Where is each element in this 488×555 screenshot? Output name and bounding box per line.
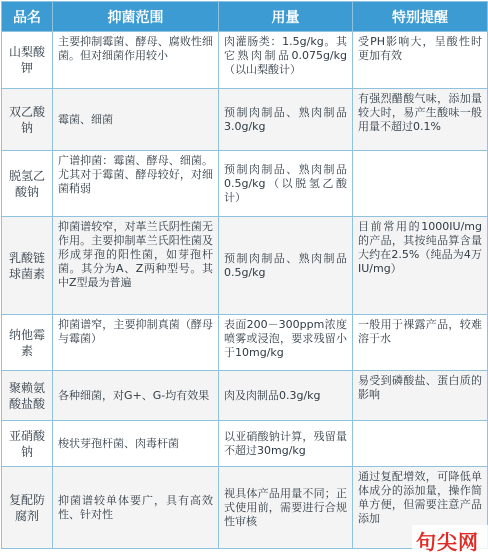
row-name: 亚硝酸钠 [2, 421, 53, 467]
row-range: 霉菌、细菌 [53, 89, 219, 151]
row-range: 抑菌谱较窄，对革兰氏阴性菌无作用。主要抑制革兰氏阳性菌及形成芽孢的阳性菌，如芽孢杆菌。其分为A、Z两种型号。其中Z型最为普遍 [53, 217, 219, 315]
row-note: 目前常用的1000IU/mg的产品，其按纯品算含量大约在2.5%（纯品为4万IU/mg） [353, 217, 488, 315]
row-name: 复配防腐剂 [2, 467, 53, 549]
row-dosage: 肉灌肠类：1.5g/kg。其它熟肉制品0.075g/kg（以山梨酸计） [219, 32, 353, 89]
row-dosage: 以亚硝酸钠计算，残留量不超过30mg/kg [219, 421, 353, 467]
row-note: 有强烈醋酸气味，添加量较大时，易产生酸味一般用量不超过0.1% [353, 89, 488, 151]
table-row [2, 151, 488, 217]
row-dosage: 肉及肉制品0.3g/kg [219, 371, 353, 421]
row-range: 广谱抑菌：霉菌、酵母、细菌。尤其对于霉菌、酵母较好，对细菌稍弱 [53, 151, 219, 217]
row-dosage: 预制肉制品、熟肉制品0.5g/kg（以脱氢乙酸计） [219, 151, 353, 217]
row-range: 各种细菌，对G+、G-均有效果 [53, 371, 219, 421]
preservative-table [1, 1, 488, 549]
row-dosage: 预制肉制品、熟肉制品3.0g/kg [219, 89, 353, 151]
row-note: 通过复配增效，可降低单体成分的添加量，操作简单方便，但需要注意产品添加 [353, 467, 488, 549]
table-row [2, 89, 488, 151]
row-name: 纳他霉素 [2, 315, 53, 371]
row-name: 聚赖氨酸盐酸 [2, 371, 53, 421]
table-row [2, 371, 488, 421]
header-dosage: 用量 [219, 2, 353, 32]
row-note [353, 421, 488, 467]
row-name: 双乙酸钠 [2, 89, 53, 151]
row-range: 抑菌谱较单体要广，具有高效性、针对性 [53, 467, 219, 549]
row-name: 山梨酸钾 [2, 32, 53, 89]
watermark-logo [412, 525, 488, 554]
row-dosage: 表面200－300ppm浓度喷雾或浸泡，要求残留小于10mg/kg [219, 315, 353, 371]
row-note [353, 151, 488, 217]
row-note: 易受到磷酸盐、蛋白质的影响 [353, 371, 488, 421]
table-header-row [2, 2, 488, 32]
row-range: 抑菌谱窄，主要抑制真菌（酵母与霉菌） [53, 315, 219, 371]
table-row [2, 32, 488, 89]
header-name: 品名 [2, 2, 53, 32]
row-dosage: 视具体产品用量不同；正式使用前，需要进行合规性审核 [219, 467, 353, 549]
row-name: 脱氢乙酸钠 [2, 151, 53, 217]
table-row [2, 217, 488, 315]
row-note: 一般用于裸露产品，较难溶于水 [353, 315, 488, 371]
row-note: 受PH影响大，呈酸性时更加有效 [353, 32, 488, 89]
row-dosage: 预制肉制品、熟肉制品0.5g/kg [219, 217, 353, 315]
header-note: 特别提醒 [353, 2, 488, 32]
row-range: 梭状芽孢杆菌、肉毒杆菌 [53, 421, 219, 467]
table-row [2, 421, 488, 467]
row-name: 乳酸链球菌素 [2, 217, 53, 315]
header-range: 抑菌范围 [53, 2, 219, 32]
row-range: 主要抑制霉菌、酵母、腐败性细菌。但对细菌作用较小 [53, 32, 219, 89]
watermark-text: 句尖网 [416, 530, 479, 554]
table-row [2, 315, 488, 371]
